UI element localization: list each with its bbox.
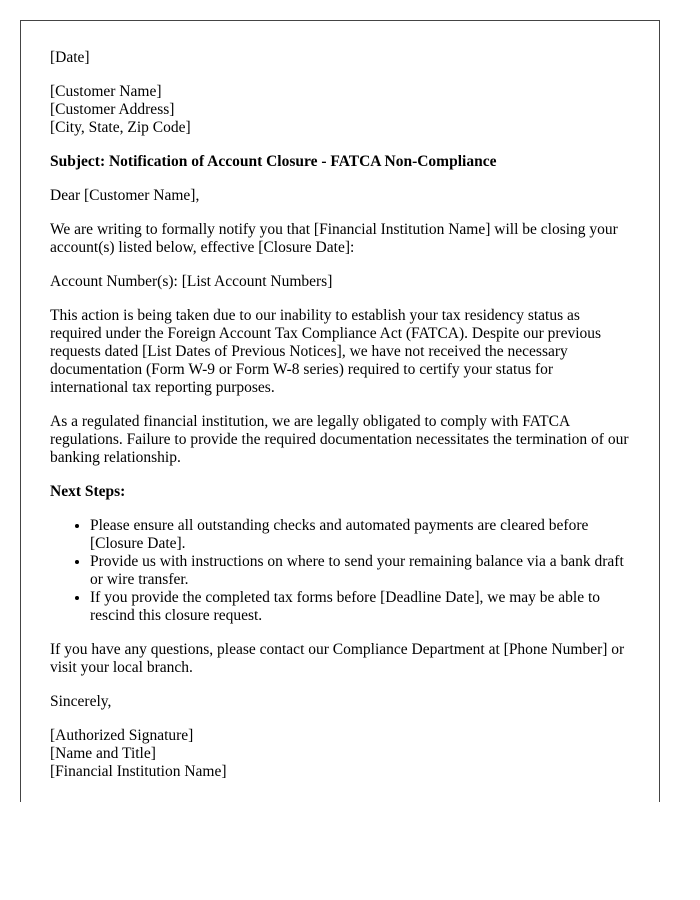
letter-closing: Sincerely,: [50, 693, 112, 710]
letter-date: [Date]: [50, 49, 90, 66]
letter-body: [50, 49, 635, 797]
signature-block: [50, 727, 635, 781]
next-steps-heading: Next Steps:: [50, 483, 126, 500]
intro-paragraph: We are writing to formally notify you that [Financial Institution Name] will be closing your account(s) listed below, effective [Closure Date]:: [50, 221, 618, 256]
list-item: • Please ensure all outstanding checks and automated payments are cleared before [Closure Date].: [90, 517, 635, 553]
next-steps-list: [50, 517, 635, 625]
obligation-paragraph: As a regulated financial institution, we are legally obligated to comply with FATCA regulations. Failure to provide the required documentation necessitates the termination of our banking relationship.: [50, 413, 629, 466]
signer-name-title: [Name and Title]: [50, 745, 156, 762]
letter-salutation: Dear [Customer Name],: [50, 187, 200, 204]
authorized-signature: [Authorized Signature]: [50, 727, 194, 744]
recipient-city-state-zip: [City, State, Zip Code]: [50, 119, 191, 136]
list-item: • Provide us with instructions on where to send your remaining balance via a bank draft or wire transfer.: [90, 553, 635, 589]
letter-page: [20, 20, 660, 802]
recipient-block: [50, 83, 635, 137]
contact-paragraph: If you have any questions, please contact our Compliance Department at [Phone Number] or visit your local branch.: [50, 641, 625, 676]
list-item: • If you provide the completed tax forms before [Deadline Date], we may be able to rescind this closure request.: [90, 589, 635, 625]
recipient-address: [Customer Address]: [50, 101, 175, 118]
account-numbers: Account Number(s): [List Account Numbers]: [50, 273, 333, 290]
recipient-name: [Customer Name]: [50, 83, 162, 100]
signer-institution: [Financial Institution Name]: [50, 763, 227, 780]
letter-subject: Subject: Notification of Account Closure - FATCA Non-Compliance: [50, 153, 497, 170]
reason-paragraph: This action is being taken due to our inability to establish your tax residency status as required under the Foreign Account Tax Compliance Act (FATCA). Despite our previous requests dated [List Dates of Previous Notices], we have not received the necessary documentation (Form W-9 or Form W-8 series) required to certify your status for international tax reporting purposes.: [50, 307, 602, 396]
